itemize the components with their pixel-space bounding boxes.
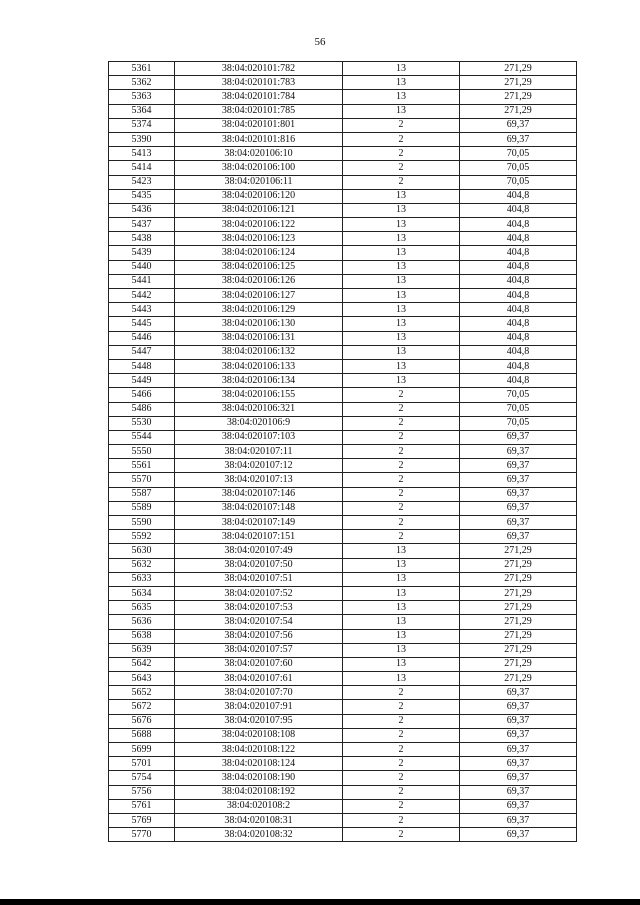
cadastral-number-cell: 38:04:020106:124 bbox=[175, 246, 343, 260]
cadastral-number-cell: 38:04:020107:146 bbox=[175, 487, 343, 501]
category-code-cell: 2 bbox=[343, 402, 460, 416]
row-number-cell: 5639 bbox=[109, 643, 175, 657]
value-cell: 69,37 bbox=[460, 785, 577, 799]
cadastral-number-cell: 38:04:020107:56 bbox=[175, 629, 343, 643]
cadastral-number-cell: 38:04:020107:13 bbox=[175, 473, 343, 487]
value-cell: 271,29 bbox=[460, 544, 577, 558]
category-code-cell: 2 bbox=[343, 771, 460, 785]
value-cell: 404,8 bbox=[460, 203, 577, 217]
cadastral-number-cell: 38:04:020107:51 bbox=[175, 572, 343, 586]
page-number: 56 bbox=[314, 36, 326, 48]
category-code-cell: 13 bbox=[343, 260, 460, 274]
value-cell: 69,37 bbox=[460, 771, 577, 785]
row-number-cell: 5701 bbox=[109, 757, 175, 771]
table-row bbox=[109, 828, 577, 842]
category-code-cell: 13 bbox=[343, 601, 460, 615]
row-number-cell: 5633 bbox=[109, 572, 175, 586]
category-code-cell: 2 bbox=[343, 473, 460, 487]
value-cell: 70,05 bbox=[460, 402, 577, 416]
table-row bbox=[109, 303, 577, 317]
category-code-cell: 13 bbox=[343, 586, 460, 600]
category-code-cell: 13 bbox=[343, 90, 460, 104]
category-code-cell: 13 bbox=[343, 289, 460, 303]
table-row bbox=[109, 359, 577, 373]
row-number-cell: 5592 bbox=[109, 530, 175, 544]
table-row bbox=[109, 189, 577, 203]
value-cell: 404,8 bbox=[460, 218, 577, 232]
cadastral-number-cell: 38:04:020106:125 bbox=[175, 260, 343, 274]
cadastral-number-cell: 38:04:020106:123 bbox=[175, 232, 343, 246]
row-number-cell: 5544 bbox=[109, 430, 175, 444]
row-number-cell: 5438 bbox=[109, 232, 175, 246]
category-code-cell: 2 bbox=[343, 799, 460, 813]
cadastral-number-cell: 38:04:020108:2 bbox=[175, 799, 343, 813]
category-code-cell: 13 bbox=[343, 303, 460, 317]
category-code-cell: 2 bbox=[343, 686, 460, 700]
value-cell: 69,37 bbox=[460, 714, 577, 728]
table-row bbox=[109, 558, 577, 572]
category-code-cell: 2 bbox=[343, 132, 460, 146]
value-cell: 271,29 bbox=[460, 657, 577, 671]
row-number-cell: 5413 bbox=[109, 147, 175, 161]
table-row bbox=[109, 232, 577, 246]
cadastral-number-cell: 38:04:020108:192 bbox=[175, 785, 343, 799]
value-cell: 271,29 bbox=[460, 90, 577, 104]
value-cell: 271,29 bbox=[460, 62, 577, 76]
category-code-cell: 13 bbox=[343, 189, 460, 203]
cadastral-number-cell: 38:04:020106:121 bbox=[175, 203, 343, 217]
cadastral-number-cell: 38:04:020107:49 bbox=[175, 544, 343, 558]
value-cell: 271,29 bbox=[460, 615, 577, 629]
value-cell: 404,8 bbox=[460, 317, 577, 331]
cadastral-number-cell: 38:04:020108:108 bbox=[175, 728, 343, 742]
table-row bbox=[109, 76, 577, 90]
value-cell: 271,29 bbox=[460, 672, 577, 686]
category-code-cell: 2 bbox=[343, 501, 460, 515]
scan-border bbox=[0, 899, 640, 905]
value-cell: 271,29 bbox=[460, 601, 577, 615]
value-cell: 404,8 bbox=[460, 331, 577, 345]
table-row bbox=[109, 586, 577, 600]
cadastral-number-cell: 38:04:020106:129 bbox=[175, 303, 343, 317]
row-number-cell: 5688 bbox=[109, 728, 175, 742]
row-number-cell: 5754 bbox=[109, 771, 175, 785]
row-number-cell: 5761 bbox=[109, 799, 175, 813]
category-code-cell: 13 bbox=[343, 629, 460, 643]
cadastral-number-cell: 38:04:020106:321 bbox=[175, 402, 343, 416]
cadastral-number-cell: 38:04:020107:103 bbox=[175, 430, 343, 444]
row-number-cell: 5570 bbox=[109, 473, 175, 487]
row-number-cell: 5423 bbox=[109, 175, 175, 189]
row-number-cell: 5414 bbox=[109, 161, 175, 175]
row-number-cell: 5636 bbox=[109, 615, 175, 629]
row-number-cell: 5486 bbox=[109, 402, 175, 416]
table-row bbox=[109, 487, 577, 501]
category-code-cell: 2 bbox=[343, 459, 460, 473]
value-cell: 69,37 bbox=[460, 700, 577, 714]
value-cell: 404,8 bbox=[460, 359, 577, 373]
row-number-cell: 5770 bbox=[109, 828, 175, 842]
value-cell: 70,05 bbox=[460, 416, 577, 430]
row-number-cell: 5448 bbox=[109, 359, 175, 373]
row-number-cell: 5390 bbox=[109, 132, 175, 146]
category-code-cell: 13 bbox=[343, 672, 460, 686]
row-number-cell: 5439 bbox=[109, 246, 175, 260]
value-cell: 70,05 bbox=[460, 175, 577, 189]
category-code-cell: 2 bbox=[343, 430, 460, 444]
cadastral-number-cell: 38:04:020108:31 bbox=[175, 813, 343, 827]
table-row bbox=[109, 672, 577, 686]
cadastral-number-cell: 38:04:020106:133 bbox=[175, 359, 343, 373]
table-row bbox=[109, 615, 577, 629]
value-cell: 69,37 bbox=[460, 459, 577, 473]
cadastral-number-cell: 38:04:020106:122 bbox=[175, 218, 343, 232]
value-cell: 69,37 bbox=[460, 118, 577, 132]
table-row bbox=[109, 175, 577, 189]
value-cell: 69,37 bbox=[460, 743, 577, 757]
cadastral-number-cell: 38:04:020101:784 bbox=[175, 90, 343, 104]
value-cell: 70,05 bbox=[460, 388, 577, 402]
value-cell: 69,37 bbox=[460, 473, 577, 487]
category-code-cell: 13 bbox=[343, 643, 460, 657]
value-cell: 69,37 bbox=[460, 430, 577, 444]
table-row bbox=[109, 317, 577, 331]
category-code-cell: 2 bbox=[343, 416, 460, 430]
category-code-cell: 13 bbox=[343, 345, 460, 359]
table-row bbox=[109, 374, 577, 388]
table-row bbox=[109, 246, 577, 260]
row-number-cell: 5632 bbox=[109, 558, 175, 572]
table-row bbox=[109, 572, 577, 586]
cadastral-number-cell: 38:04:020101:801 bbox=[175, 118, 343, 132]
row-number-cell: 5364 bbox=[109, 104, 175, 118]
cadastral-number-cell: 38:04:020107:53 bbox=[175, 601, 343, 615]
table-row bbox=[109, 260, 577, 274]
category-code-cell: 13 bbox=[343, 203, 460, 217]
table-row bbox=[109, 501, 577, 515]
cadastral-table bbox=[108, 61, 577, 842]
cadastral-number-cell: 38:04:020107:149 bbox=[175, 516, 343, 530]
cadastral-number-cell: 38:04:020106:100 bbox=[175, 161, 343, 175]
table-row bbox=[109, 686, 577, 700]
cadastral-number-cell: 38:04:020108:124 bbox=[175, 757, 343, 771]
value-cell: 271,29 bbox=[460, 586, 577, 600]
category-code-cell: 13 bbox=[343, 317, 460, 331]
value-cell: 404,8 bbox=[460, 189, 577, 203]
table-row bbox=[109, 629, 577, 643]
row-number-cell: 5440 bbox=[109, 260, 175, 274]
table-row bbox=[109, 345, 577, 359]
row-number-cell: 5466 bbox=[109, 388, 175, 402]
cadastral-number-cell: 38:04:020106:9 bbox=[175, 416, 343, 430]
value-cell: 69,37 bbox=[460, 445, 577, 459]
table-row bbox=[109, 530, 577, 544]
table-row bbox=[109, 643, 577, 657]
category-code-cell: 13 bbox=[343, 657, 460, 671]
value-cell: 271,29 bbox=[460, 572, 577, 586]
category-code-cell: 2 bbox=[343, 388, 460, 402]
table-row bbox=[109, 62, 577, 76]
cadastral-number-cell: 38:04:020107:50 bbox=[175, 558, 343, 572]
table-row bbox=[109, 104, 577, 118]
row-number-cell: 5441 bbox=[109, 274, 175, 288]
value-cell: 69,37 bbox=[460, 799, 577, 813]
table-row bbox=[109, 657, 577, 671]
category-code-cell: 2 bbox=[343, 161, 460, 175]
cadastral-number-cell: 38:04:020106:127 bbox=[175, 289, 343, 303]
category-code-cell: 2 bbox=[343, 487, 460, 501]
row-number-cell: 5756 bbox=[109, 785, 175, 799]
value-cell: 404,8 bbox=[460, 303, 577, 317]
value-cell: 271,29 bbox=[460, 629, 577, 643]
row-number-cell: 5443 bbox=[109, 303, 175, 317]
table-body bbox=[109, 62, 577, 842]
table-row bbox=[109, 473, 577, 487]
table-row bbox=[109, 700, 577, 714]
category-code-cell: 13 bbox=[343, 76, 460, 90]
category-code-cell: 13 bbox=[343, 246, 460, 260]
table-row bbox=[109, 331, 577, 345]
category-code-cell: 2 bbox=[343, 147, 460, 161]
category-code-cell: 13 bbox=[343, 331, 460, 345]
cadastral-number-cell: 38:04:020106:126 bbox=[175, 274, 343, 288]
category-code-cell: 2 bbox=[343, 118, 460, 132]
cadastral-number-cell: 38:04:020108:122 bbox=[175, 743, 343, 757]
cadastral-number-cell: 38:04:020106:130 bbox=[175, 317, 343, 331]
category-code-cell: 2 bbox=[343, 516, 460, 530]
row-number-cell: 5561 bbox=[109, 459, 175, 473]
table-row bbox=[109, 459, 577, 473]
category-code-cell: 2 bbox=[343, 813, 460, 827]
row-number-cell: 5635 bbox=[109, 601, 175, 615]
table-row bbox=[109, 274, 577, 288]
cadastral-number-cell: 38:04:020107:11 bbox=[175, 445, 343, 459]
table-row bbox=[109, 728, 577, 742]
row-number-cell: 5442 bbox=[109, 289, 175, 303]
value-cell: 404,8 bbox=[460, 345, 577, 359]
cadastral-number-cell: 38:04:020101:785 bbox=[175, 104, 343, 118]
row-number-cell: 5447 bbox=[109, 345, 175, 359]
cadastral-number-cell: 38:04:020106:10 bbox=[175, 147, 343, 161]
cadastral-number-cell: 38:04:020101:782 bbox=[175, 62, 343, 76]
value-cell: 69,37 bbox=[460, 686, 577, 700]
value-cell: 404,8 bbox=[460, 374, 577, 388]
row-number-cell: 5769 bbox=[109, 813, 175, 827]
category-code-cell: 2 bbox=[343, 785, 460, 799]
cadastral-number-cell: 38:04:020101:783 bbox=[175, 76, 343, 90]
cadastral-number-cell: 38:04:020108:32 bbox=[175, 828, 343, 842]
row-number-cell: 5638 bbox=[109, 629, 175, 643]
table-row bbox=[109, 289, 577, 303]
category-code-cell: 2 bbox=[343, 828, 460, 842]
cadastral-number-cell: 38:04:020106:11 bbox=[175, 175, 343, 189]
row-number-cell: 5630 bbox=[109, 544, 175, 558]
category-code-cell: 2 bbox=[343, 530, 460, 544]
row-number-cell: 5589 bbox=[109, 501, 175, 515]
category-code-cell: 13 bbox=[343, 104, 460, 118]
cadastral-number-cell: 38:04:020107:91 bbox=[175, 700, 343, 714]
row-number-cell: 5642 bbox=[109, 657, 175, 671]
cadastral-number-cell: 38:04:020107:151 bbox=[175, 530, 343, 544]
row-number-cell: 5361 bbox=[109, 62, 175, 76]
cadastral-number-cell: 38:04:020107:148 bbox=[175, 501, 343, 515]
value-cell: 69,37 bbox=[460, 757, 577, 771]
table-row bbox=[109, 771, 577, 785]
category-code-cell: 13 bbox=[343, 232, 460, 246]
row-number-cell: 5699 bbox=[109, 743, 175, 757]
value-cell: 69,37 bbox=[460, 516, 577, 530]
cadastral-number-cell: 38:04:020107:95 bbox=[175, 714, 343, 728]
row-number-cell: 5435 bbox=[109, 189, 175, 203]
cadastral-number-cell: 38:04:020106:155 bbox=[175, 388, 343, 402]
category-code-cell: 2 bbox=[343, 175, 460, 189]
cadastral-number-cell: 38:04:020108:190 bbox=[175, 771, 343, 785]
table-row bbox=[109, 445, 577, 459]
table-row bbox=[109, 161, 577, 175]
value-cell: 271,29 bbox=[460, 104, 577, 118]
table-row bbox=[109, 757, 577, 771]
table-row bbox=[109, 714, 577, 728]
table-row bbox=[109, 813, 577, 827]
row-number-cell: 5672 bbox=[109, 700, 175, 714]
value-cell: 404,8 bbox=[460, 260, 577, 274]
cadastral-number-cell: 38:04:020107:60 bbox=[175, 657, 343, 671]
category-code-cell: 13 bbox=[343, 558, 460, 572]
table-row bbox=[109, 90, 577, 104]
value-cell: 404,8 bbox=[460, 232, 577, 246]
cadastral-number-cell: 38:04:020101:816 bbox=[175, 132, 343, 146]
table-row bbox=[109, 601, 577, 615]
category-code-cell: 13 bbox=[343, 62, 460, 76]
row-number-cell: 5587 bbox=[109, 487, 175, 501]
category-code-cell: 13 bbox=[343, 274, 460, 288]
table-row bbox=[109, 544, 577, 558]
row-number-cell: 5437 bbox=[109, 218, 175, 232]
table-row bbox=[109, 132, 577, 146]
value-cell: 404,8 bbox=[460, 246, 577, 260]
table-row bbox=[109, 430, 577, 444]
row-number-cell: 5530 bbox=[109, 416, 175, 430]
value-cell: 69,37 bbox=[460, 487, 577, 501]
table-row bbox=[109, 799, 577, 813]
row-number-cell: 5362 bbox=[109, 76, 175, 90]
table-row bbox=[109, 785, 577, 799]
cadastral-number-cell: 38:04:020107:12 bbox=[175, 459, 343, 473]
cadastral-number-cell: 38:04:020107:61 bbox=[175, 672, 343, 686]
table-row bbox=[109, 118, 577, 132]
table-row bbox=[109, 218, 577, 232]
cadastral-number-cell: 38:04:020107:54 bbox=[175, 615, 343, 629]
row-number-cell: 5436 bbox=[109, 203, 175, 217]
category-code-cell: 13 bbox=[343, 359, 460, 373]
value-cell: 69,37 bbox=[460, 501, 577, 515]
cadastral-number-cell: 38:04:020106:120 bbox=[175, 189, 343, 203]
table-row bbox=[109, 402, 577, 416]
value-cell: 271,29 bbox=[460, 643, 577, 657]
table-row bbox=[109, 743, 577, 757]
value-cell: 69,37 bbox=[460, 813, 577, 827]
row-number-cell: 5449 bbox=[109, 374, 175, 388]
value-cell: 70,05 bbox=[460, 161, 577, 175]
value-cell: 70,05 bbox=[460, 147, 577, 161]
category-code-cell: 2 bbox=[343, 700, 460, 714]
row-number-cell: 5676 bbox=[109, 714, 175, 728]
value-cell: 404,8 bbox=[460, 289, 577, 303]
category-code-cell: 13 bbox=[343, 374, 460, 388]
category-code-cell: 2 bbox=[343, 445, 460, 459]
category-code-cell: 2 bbox=[343, 743, 460, 757]
category-code-cell: 13 bbox=[343, 544, 460, 558]
value-cell: 69,37 bbox=[460, 828, 577, 842]
row-number-cell: 5550 bbox=[109, 445, 175, 459]
table-row bbox=[109, 147, 577, 161]
table-row bbox=[109, 388, 577, 402]
cadastral-number-cell: 38:04:020107:52 bbox=[175, 586, 343, 600]
value-cell: 271,29 bbox=[460, 558, 577, 572]
category-code-cell: 13 bbox=[343, 572, 460, 586]
category-code-cell: 13 bbox=[343, 218, 460, 232]
row-number-cell: 5374 bbox=[109, 118, 175, 132]
cadastral-number-cell: 38:04:020106:132 bbox=[175, 345, 343, 359]
value-cell: 271,29 bbox=[460, 76, 577, 90]
category-code-cell: 13 bbox=[343, 615, 460, 629]
value-cell: 69,37 bbox=[460, 530, 577, 544]
cadastral-number-cell: 38:04:020106:131 bbox=[175, 331, 343, 345]
row-number-cell: 5652 bbox=[109, 686, 175, 700]
row-number-cell: 5445 bbox=[109, 317, 175, 331]
table-row bbox=[109, 516, 577, 530]
table-row bbox=[109, 416, 577, 430]
category-code-cell: 2 bbox=[343, 757, 460, 771]
cadastral-number-cell: 38:04:020106:134 bbox=[175, 374, 343, 388]
table-row bbox=[109, 203, 577, 217]
category-code-cell: 2 bbox=[343, 728, 460, 742]
row-number-cell: 5446 bbox=[109, 331, 175, 345]
cadastral-number-cell: 38:04:020107:57 bbox=[175, 643, 343, 657]
row-number-cell: 5590 bbox=[109, 516, 175, 530]
category-code-cell: 2 bbox=[343, 714, 460, 728]
value-cell: 404,8 bbox=[460, 274, 577, 288]
value-cell: 69,37 bbox=[460, 132, 577, 146]
row-number-cell: 5363 bbox=[109, 90, 175, 104]
row-number-cell: 5643 bbox=[109, 672, 175, 686]
row-number-cell: 5634 bbox=[109, 586, 175, 600]
value-cell: 69,37 bbox=[460, 728, 577, 742]
cadastral-number-cell: 38:04:020107:70 bbox=[175, 686, 343, 700]
